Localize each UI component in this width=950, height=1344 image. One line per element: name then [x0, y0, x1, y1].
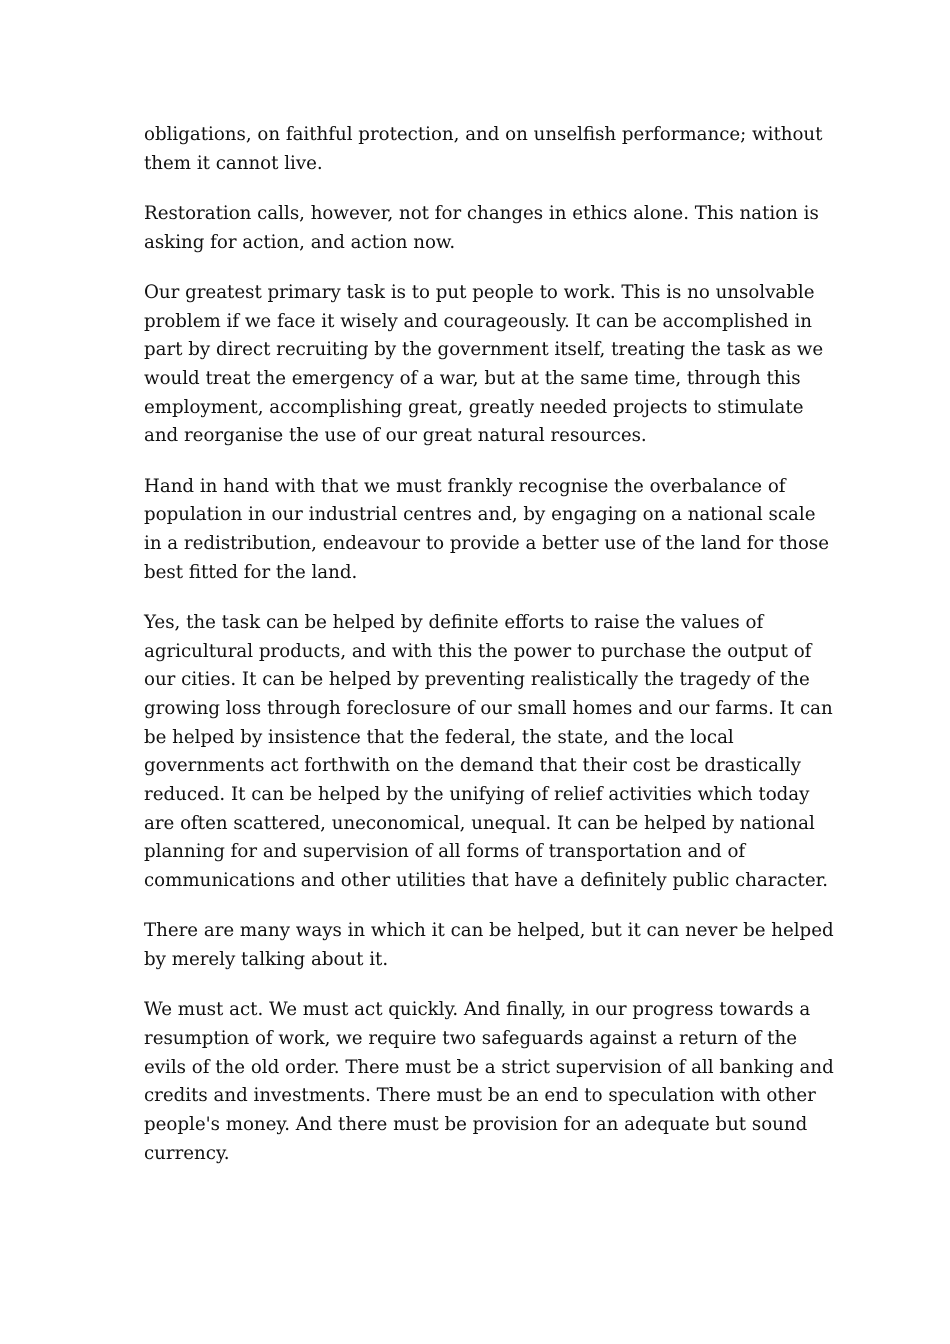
text-line: Restoration calls, however, not for changes in ethics alone. This nation is	[144, 202, 819, 224]
paragraph-6	[144, 917, 834, 974]
text-line: people's money. And there must be provision for an adequate but sound	[144, 1114, 808, 1136]
document-body	[144, 121, 834, 1190]
text-line: We must act. We must act quickly. And finally, in our progress towards a	[144, 999, 811, 1021]
text-line: Hand in hand with that we must frankly recognise the overbalance of	[144, 475, 786, 497]
text-line: and reorganise the use of our great natural resources.	[144, 425, 647, 447]
text-line: governments act forthwith on the demand that their cost be drastically	[144, 755, 801, 777]
text-line: evils of the old order. There must be a strict supervision of all banking and	[144, 1056, 834, 1078]
text-line: part by direct recruiting by the government itself, treating the task as we	[144, 339, 824, 361]
text-line: reduced. It can be helped by the unifying of relief activities which today	[144, 784, 810, 806]
text-line: planning for and supervision of all forms of transportation and of	[144, 841, 746, 863]
text-line: by merely talking about it.	[144, 949, 389, 971]
text-line: There are many ways in which it can be helped, but it can never be helped	[144, 920, 834, 942]
text-line: Yes, the task can be helped by definite efforts to raise the values of	[144, 611, 764, 633]
text-line: are often scattered, uneconomical, unequal. It can be helped by national	[144, 812, 815, 834]
text-line: would treat the emergency of a war, but at the same time, through this	[144, 367, 801, 389]
text-line: employment, accomplishing great, greatly needed projects to stimulate	[144, 396, 804, 418]
paragraph-3	[144, 279, 824, 451]
paragraph-2	[144, 200, 819, 257]
text-line: our cities. It can be helped by preventing realistically the tragedy of the	[144, 669, 810, 691]
text-line: credits and investments. There must be an end to speculation with other	[144, 1085, 816, 1107]
text-line: population in our industrial centres and, by engaging on a national scale	[144, 504, 816, 526]
text-line: best fitted for the land.	[144, 561, 358, 583]
paragraph-5	[144, 609, 833, 896]
text-line: in a redistribution, endeavour to provide a better use of the land for those	[144, 532, 829, 554]
text-line: obligations, on faithful protection, and on unselfish performance; without	[144, 124, 823, 145]
paragraph-1	[144, 121, 823, 178]
text-line: asking for action, and action now.	[144, 231, 456, 253]
text-line: agricultural products, and with this the power to purchase the output of	[144, 640, 812, 662]
text-line: communications and other utilities that have a definitely public character.	[144, 870, 829, 892]
text-line: be helped by insistence that the federal, the state, and the local	[144, 726, 734, 748]
text-line: them it cannot live.	[144, 152, 323, 174]
text-line: Our greatest primary task is to put people to work. This is no unsolvable	[144, 281, 815, 303]
paragraph-4	[144, 473, 829, 588]
text-line: resumption of work, we require two safeguards against a return of the	[144, 1027, 797, 1049]
text-line: problem if we face it wisely and courageously. It can be accomplished in	[144, 310, 812, 332]
text-line: growing loss through foreclosure of our small homes and our farms. It can	[144, 697, 833, 719]
paragraph-7	[144, 996, 834, 1168]
text-line: currency.	[144, 1142, 230, 1164]
